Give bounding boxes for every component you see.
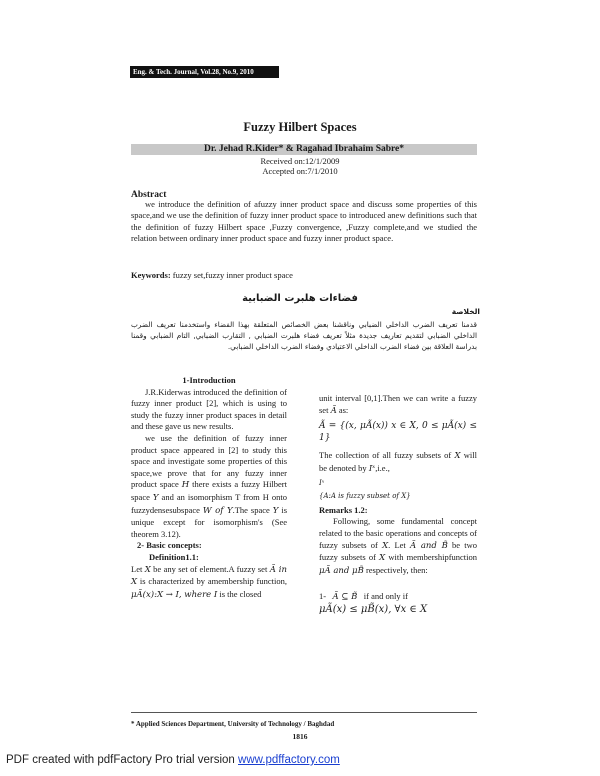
symbol-A-and-B: Ã and B̃ [409, 540, 448, 551]
left-column [131, 375, 287, 601]
symbol-IX-line: Iˣ [319, 478, 325, 487]
section-basic-concepts-heading: 2- Basic concepts: [137, 540, 202, 551]
abstract-text: we introduce the definition of afuzzy inner product space and discuss some properties of this space,and we use the definition of fuzzy inner product space to introduced anew definitions such that the definition of fuzzy Hilbert space ,Fuzzy convergence, ,Fuzzy complete,and we studied the relation between ordinary inner product space and fuzzy inner product space. [131, 199, 477, 244]
dates [0, 156, 600, 176]
symbol-X: X [144, 564, 151, 575]
intro-paragraph-2: we use the definition of fuzzy inner product space appeared in [2] to study this space and investigate some properties of this space,we prove that for any fuzzy inner product space H there exists a fuzzy Hilbert space Y and an isomorphism T from H onto fuzzydensesubspace W of Y.The space Y is unique except for isomorphism's (See theorem 3.12). [131, 432, 288, 539]
arabic-heading: الخلاصة [451, 307, 480, 316]
symbol-mu-A-B: μÃ and μB̃ [319, 565, 364, 576]
arabic-title: فضاءات هلبرت الضبابية [242, 293, 358, 304]
accepted-date: Accepted on:7/1/2010 [262, 166, 338, 176]
iff-text: if and only if [363, 591, 408, 602]
journal-header: Eng. & Tech. Journal, Vol.28, No.9, 2010 [130, 66, 279, 78]
abstract-heading: Abstract [131, 190, 167, 200]
membership-inequality: μÃ(x) ≤ μB̃(x), ∀x ∈ X [319, 603, 428, 615]
symbol-X-3: X [382, 540, 389, 551]
remarks-text: Following, some fundamental concept related to the basic operations and concepts of fuzzy subsets of X. Let Ã and B̃ be two fuzzy subsets of X with membershipfunction μÃ and μB̃ respectively, then: [319, 516, 478, 576]
definition-heading: Definition1.1: [149, 551, 199, 562]
arabic-abstract: قدمنا تعريف الضرب الداخلي الضبابي وناقشنا بعض الخصائص المتعلقة بهذا الفضاء واستخدمنا تعريف الضرب الداخلي الضبابي لتقديم تعاريف جديدة مثلاً تعريف فضاء هلبرت الضبابي , التقارب الضبابي, التام الضبابي وقمنا بدراسة العلاقة بين فضاء الضرب الداخلي الاعتيادي وفضاء الضرب الداخلي الضبابي. [131, 320, 477, 351]
page-number: 1816 [292, 732, 308, 741]
intro-paragraph-1: J.R.Kiderwas introduced the definition of fuzzy inner product [2], which is using to study the fuzzy inner product spaces in detail and these gave us new results. [131, 386, 287, 432]
symbol-X-4: X [379, 553, 386, 564]
symbol-W-of-Y: W of Y [202, 505, 233, 516]
symbol-A: Ã [330, 405, 337, 416]
keywords-text: fuzzy set,fuzzy inner product space [172, 270, 293, 280]
authors: Dr. Jehad R.Kider* & Ragahad Ibrahaim Sabre* [203, 144, 405, 154]
footnote: * Applied Sciences Department, University of Technology / Baghdad [131, 720, 335, 728]
symbol-Y: Y [152, 492, 159, 503]
symbol-A-in-X: Ã in X [131, 564, 287, 588]
symbol-X-2: X [454, 451, 461, 462]
right-column [319, 393, 477, 616]
symbol-H: H [181, 480, 190, 491]
fuzzy-set-definition: Ã = {(x, μÃ(x)) x ∈ X, 0 ≤ μÃ(x) ≤ 1} [319, 421, 477, 443]
item-number: 1- [319, 591, 327, 602]
received-date: Received on:12/1/2009 [260, 156, 340, 166]
remarks-heading: Remarks 1.2: [319, 504, 368, 515]
pdf-watermark-text: PDF created with pdfFactory Pro trial version [6, 754, 235, 766]
symbol-Y-2: Y [272, 505, 279, 516]
keywords [131, 270, 477, 280]
footnote-divider [131, 712, 477, 713]
definition-text: Let X be any set of element.A fuzzy set Ã in X is characterized by amembership function, μÃ(x):X → I, where I is the closed [131, 563, 287, 600]
pdf-watermark [6, 754, 340, 766]
subset-relation: Ã ⊆ B̃ [332, 592, 358, 603]
symbol-membership: μÃ(x):X → I, where I [131, 589, 218, 600]
remark-item-1 [319, 591, 477, 615]
section-introduction-heading: 1-Introduction [182, 375, 236, 385]
fuzzy-set-intro: unit interval [0,1].Then we can write a fuzzy set Ã as: [319, 393, 477, 416]
symbol-IX: Iˣ [368, 463, 376, 474]
paper-title: Fuzzy Hilbert Spaces [243, 120, 357, 134]
collection-text: The collection of all fuzzy subsets of X will be denoted by Iˣ,i.e., [319, 450, 477, 474]
fuzzy-subsets-set: {A:A is fuzzy subset of X} [319, 492, 411, 501]
pdffactory-link[interactable]: www.pdffactory.com [238, 754, 340, 766]
keywords-label: Keywords: [131, 270, 171, 280]
